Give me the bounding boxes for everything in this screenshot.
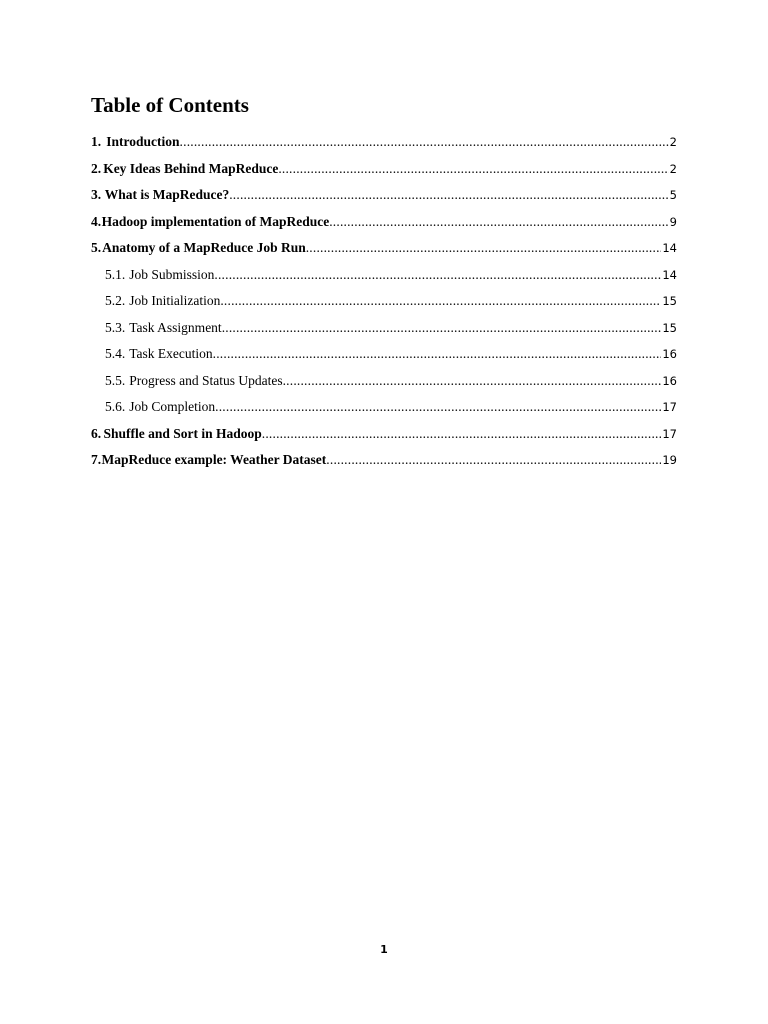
toc-entry-hadoop-implementation[interactable] xyxy=(0,209,768,236)
toc-entry-title: Key Ideas Behind MapReduce xyxy=(103,160,279,176)
toc-entry-page: 2 xyxy=(669,161,677,176)
toc-entry-number: 5.5. xyxy=(105,372,126,388)
toc-dot-leader xyxy=(220,288,661,315)
toc-entry-anatomy-job-run[interactable] xyxy=(0,235,768,262)
toc-entry-page: 17 xyxy=(662,400,677,414)
toc-entry-job-initialization[interactable] xyxy=(0,288,768,315)
toc-entry-page: 9 xyxy=(669,214,677,229)
toc-entry-number: 2. xyxy=(91,160,102,176)
toc-dot-leader xyxy=(213,341,662,368)
toc-entry-number: 4. xyxy=(91,213,102,229)
toc-entry-page: 15 xyxy=(662,320,677,335)
toc-dot-leader xyxy=(180,129,669,156)
toc-dot-leader xyxy=(214,262,661,289)
toc-entry-page: 14 xyxy=(662,267,677,282)
toc-entry-title: Task Execution xyxy=(129,346,213,361)
toc-entry-task-execution[interactable] xyxy=(0,341,768,368)
toc-entry-job-completion[interactable] xyxy=(0,394,768,421)
toc-entry-number: 5.4. xyxy=(105,346,126,361)
toc-entry-title: What is MapReduce? xyxy=(104,187,230,202)
toc-entry-shuffle-sort[interactable] xyxy=(0,421,768,448)
toc-entry-number: 5.3. xyxy=(105,319,126,335)
toc-entry-number: 5.6. xyxy=(105,399,126,414)
toc-dot-leader xyxy=(262,421,662,448)
toc-entry-page: 5 xyxy=(669,188,677,202)
toc-entry-page: 2 xyxy=(669,135,677,149)
toc-list xyxy=(0,129,768,474)
toc-entry-title: Task Assignment xyxy=(129,319,222,335)
toc-entry-page: 15 xyxy=(662,294,677,308)
toc-entry-title: Shuffle and Sort in Hadoop xyxy=(103,425,262,441)
toc-entry-job-submission[interactable] xyxy=(0,262,768,289)
toc-entry-page: 16 xyxy=(662,347,677,361)
toc-dot-leader xyxy=(306,235,662,262)
toc-entry-number: 5.1. xyxy=(105,266,126,282)
toc-entry-number: 5.2. xyxy=(105,293,126,308)
toc-entry-number: 3. xyxy=(91,187,102,202)
toc-entry-title: Progress and Status Updates xyxy=(129,372,283,388)
toc-entry-title: Job Initialization xyxy=(129,293,221,308)
toc-entry-key-ideas[interactable] xyxy=(0,156,768,183)
toc-entry-page: 16 xyxy=(662,373,677,388)
toc-entry-what-is-mapreduce[interactable] xyxy=(0,182,768,209)
toc-entry-number: 5. xyxy=(91,240,102,255)
toc-entry-progress-status[interactable] xyxy=(0,368,768,395)
toc-dot-leader xyxy=(326,447,661,474)
toc-entry-page: 17 xyxy=(662,426,677,441)
toc-entry-title: Job Completion xyxy=(129,399,216,414)
toc-dot-leader xyxy=(222,315,662,342)
toc-entry-title: Anatomy of a MapReduce Job Run xyxy=(102,240,306,255)
page-number: 1 xyxy=(380,943,388,956)
toc-entry-number: 1. xyxy=(91,134,102,149)
toc-entry-number: 6. xyxy=(91,425,102,441)
toc-entry-number: 7. xyxy=(91,452,102,467)
toc-dot-leader xyxy=(283,368,662,395)
toc-entry-weather-dataset[interactable] xyxy=(0,447,768,474)
toc-entry-title: Introduction xyxy=(106,134,180,149)
toc-entry-page: 19 xyxy=(662,453,677,467)
toc-dot-leader xyxy=(215,394,661,421)
toc-dot-leader xyxy=(329,209,668,236)
toc-entry-task-assignment[interactable] xyxy=(0,315,768,342)
toc-heading: Table of Contents xyxy=(91,93,249,117)
toc-entry-title: Job Submission xyxy=(129,266,215,282)
toc-dot-leader xyxy=(278,156,668,183)
toc-dot-leader xyxy=(229,182,668,209)
toc-entry-title: MapReduce example: Weather Dataset xyxy=(101,452,327,467)
toc-entry-introduction[interactable] xyxy=(0,129,768,156)
toc-entry-page: 14 xyxy=(662,241,677,255)
toc-entry-title: Hadoop implementation of MapReduce xyxy=(101,213,330,229)
